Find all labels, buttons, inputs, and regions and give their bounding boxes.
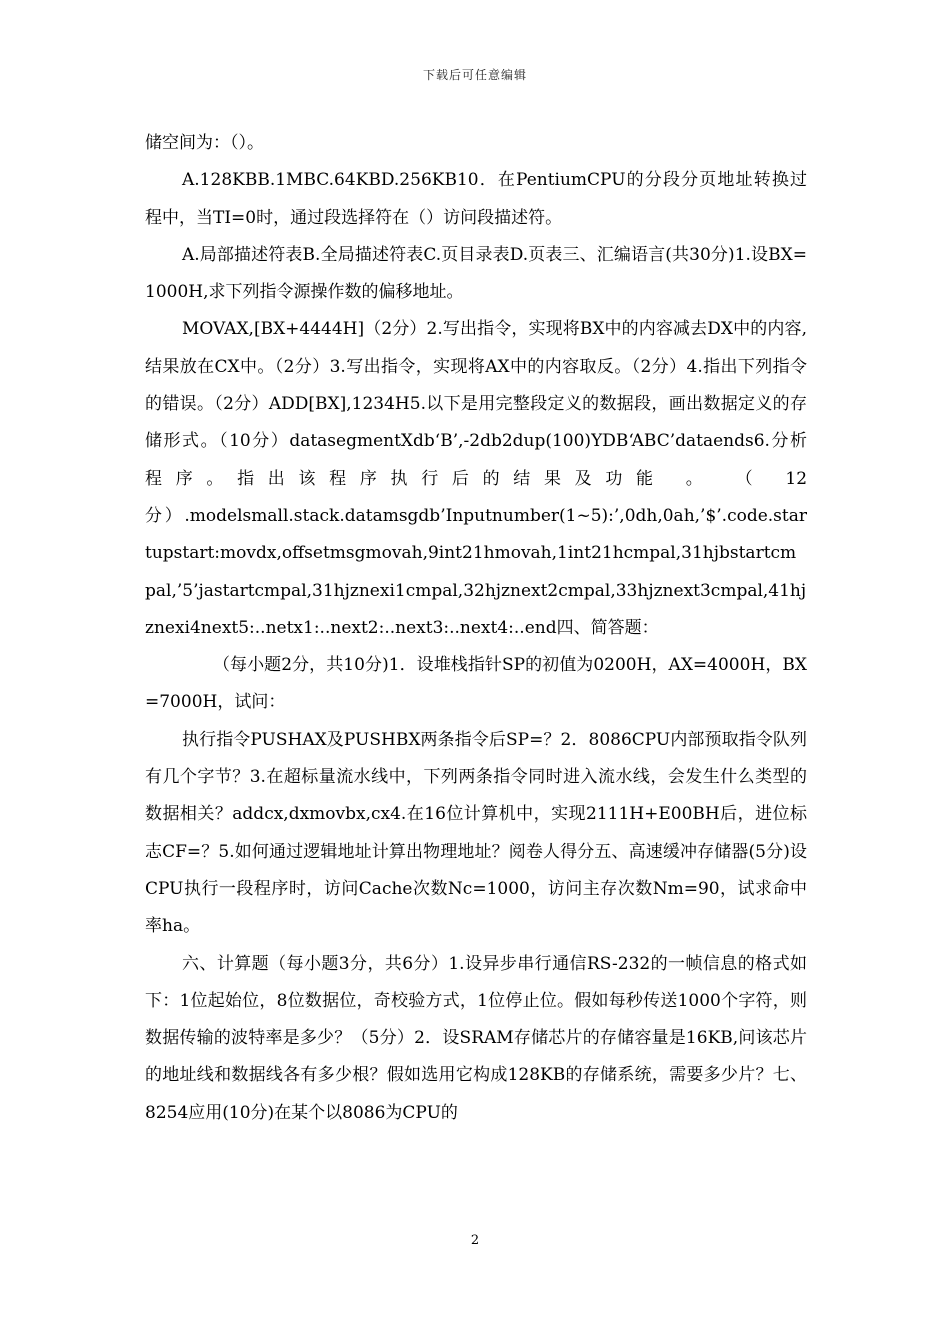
paragraph-4-open-paren: （ bbox=[735, 468, 767, 489]
paragraph-4-score: 12 bbox=[785, 468, 808, 489]
paragraph-8: 六、计算题（每小题3分，共6分）1.设异步串行通信RS-232的一帧信息的格式如下：1位起始位，8位数据位，奇校验方式，1位停止位。假如每秒传送1000个字符，则数据传输的波特率是多少？（5分）2．设SRAM存储芯片的存储容量是16KB,问该芯片的地址线和数据线各有多少根？假如选用它构成128KB的存储系统，需要多少片？七、8254应用(10分)在某个以8086为CPU的 bbox=[145, 953, 807, 1123]
page-header: 下载后可任意编辑 bbox=[422, 68, 527, 82]
paragraph-2: A.128KBB.1MBC.64KBD.256KB10．在PentiumCPU的分段分页地址转换过程中，当TI=0时，通过段选择符在（）访问段描述符。 bbox=[145, 170, 807, 228]
document-body bbox=[145, 125, 807, 1132]
paragraph-4 bbox=[145, 311, 807, 497]
paragraph-7: 执行指令PUSHAX及PUSHBX两条指令后SP=？2．8086CPU内部预取指令队列有几个字节？3.在超标量流水线中，下列两条指令同时进入流水线，会发生什么类型的数据相关？addcx,dxmovbx,cx4.在16位计算机中，实现2111H+E00BH后，进位标志CF=？5.如何通过逻辑地址计算出物理地址？阅卷人得分五、高速缓冲存储器(5分)设CPU执行一段程序时，访问Cache次数Nc=1000，访问主存次数Nm=90，试求命中率ha。 bbox=[145, 729, 807, 937]
paragraph-6: （每小题2分，共10分)1．设堆栈指针SP的初值为0200H，AX=4000H，BX=7000H，试问： bbox=[145, 655, 807, 713]
page-number: 2 bbox=[470, 1233, 480, 1248]
paragraph-3: A.局部描述符表B.全局描述符表C.页目录表D.页表三、汇编语言(共30分)1.设BX=1000H,求下列指令源操作数的偏移地址。 bbox=[145, 244, 807, 303]
paragraph-5: 分）.modelsmall.stack.datamsgdb’Inputnumber(1~5):’,0dh,0ah,’$’.code.startupstart:movdx,offsetmsgmovah,9int21hmovah,1int21hcmpal,31hjbstartcmpal,’5’jastartcmpal,31hjznexi1cmpal,32hjznext2cmpal,33hjznext3cmpal,41hjznexi4next5:..netx1:..next2:..next3:..next4:..end四、简答题： bbox=[145, 505, 807, 638]
paragraph-4-period: 。 bbox=[685, 468, 717, 489]
paragraph-4-text: MOVAX,[BX+4444H]（2分）2.写出指令，实现将BX中的内容减去DX中的内容,结果放在CX中。（2分）3.写出指令，实现将AX中的内容取反。（2分）4.指出下列指令的错误。（2分）ADD[BX],1234H5.以下是用完整段定义的数据段，画出数据定义的存储形式。（10分）datasegmentXdb‘B’,-2db2dup(100)YDB‘ABC’dataends6.分析程序。指出该程序执行后的结果及功能 bbox=[145, 319, 807, 489]
paragraph-1: 储空间为：（）。 bbox=[145, 133, 264, 153]
